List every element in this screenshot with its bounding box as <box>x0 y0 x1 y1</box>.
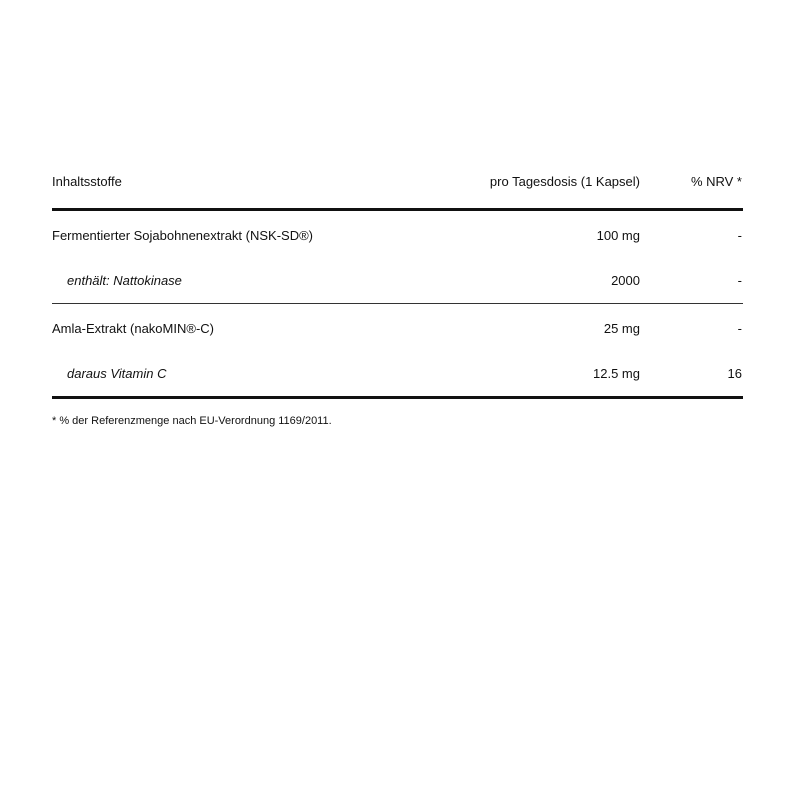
sub-ingredient-dose: 2000 <box>611 273 640 288</box>
sub-ingredient-nrv: 16 <box>727 366 742 381</box>
sub-ingredient-name: enthält: Nattokinase <box>67 273 182 288</box>
table-row <box>52 211 743 257</box>
ingredient-name: Amla-Extrakt (nakoMIN®-C) <box>52 321 214 336</box>
footnote: * % der Referenzmenge nach EU-Verordnung 1169/2011. <box>52 415 332 427</box>
sub-ingredient-dose: 12.5 mg <box>593 366 640 381</box>
sub-ingredient-name: daraus Vitamin C <box>67 366 167 381</box>
header-daily-dose: pro Tagesdosis (1 Kapsel) <box>489 174 640 189</box>
nutrition-table <box>52 170 743 399</box>
table-group-amla <box>52 304 743 399</box>
table-row <box>52 257 743 303</box>
table-header <box>52 170 743 211</box>
sub-ingredient-nrv: - <box>737 273 742 288</box>
ingredient-nrv: - <box>737 228 742 243</box>
table-group-soy <box>52 211 743 304</box>
ingredient-nrv: - <box>737 321 742 336</box>
ingredient-name: Fermentierter Sojabohnenextrakt (NSK-SD®) <box>52 228 314 243</box>
header-ingredients: Inhaltsstoffe <box>52 174 122 189</box>
header-nrv: % NRV * <box>690 174 742 189</box>
ingredient-dose: 100 mg <box>596 228 640 243</box>
ingredient-dose: 25 mg <box>603 321 640 336</box>
table-row <box>52 350 743 396</box>
table-row <box>52 304 743 350</box>
